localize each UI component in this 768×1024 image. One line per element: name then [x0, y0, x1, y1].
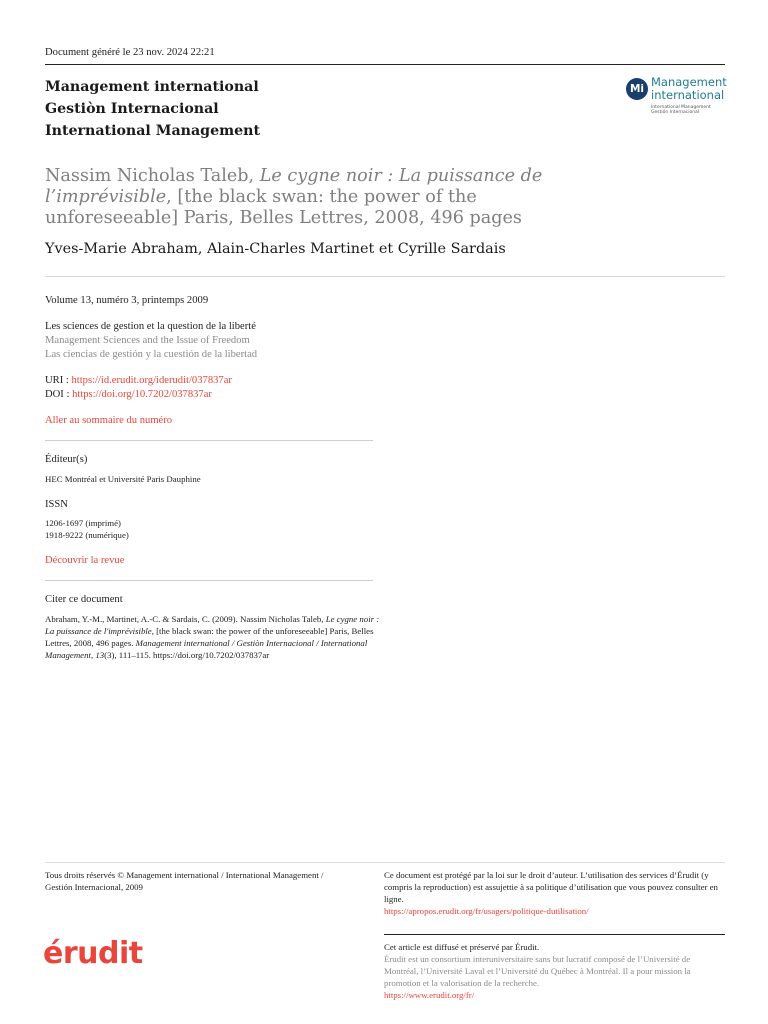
toc-link[interactable]: Aller au sommaire du numéro	[45, 415, 173, 426]
citation-part: ,	[90, 650, 96, 660]
issn-print: 1206-1697 (imprimé)	[45, 518, 121, 528]
journal-logo-mark: Mi	[626, 78, 648, 100]
doi-row	[45, 388, 232, 402]
section-divider-1	[45, 440, 373, 441]
issue-theme	[45, 320, 257, 362]
rights-notice: Tous droits réservés © Management international / International Management / Gestión Internacional, 2009	[45, 870, 324, 892]
article-title	[45, 166, 565, 229]
citation-part: , [the black swan: the power of the unforeseeable] Paris, Belles Lettres, 2008, 496 pages.	[45, 626, 374, 648]
theme-fr: Les sciences de gestion et la question de la liberté	[45, 321, 256, 332]
uri-label: URI :	[45, 375, 72, 386]
publisher-name: HEC Montréal et Université Paris Dauphine	[45, 474, 201, 484]
journal-logo-line1: Management	[651, 75, 727, 89]
top-divider	[45, 64, 725, 65]
doi-label: DOI :	[45, 389, 73, 400]
footer-divider	[45, 862, 725, 863]
policy-link[interactable]: https://apropos.erudit.org/fr/usagers/politique-dutilisation/	[384, 906, 589, 916]
journal-link[interactable]: Découvrir la revue	[45, 555, 125, 566]
citation-italic: Management international / Gestiòn Internacional / International Management	[45, 638, 368, 660]
theme-en: Management Sciences and the Issue of Freedom	[45, 335, 250, 346]
theme-es: Las ciencias de gestión y la cuestión de la libertad	[45, 349, 258, 360]
journal-logo	[624, 76, 728, 120]
doi-link[interactable]: https://doi.org/10.7202/037837ar	[72, 389, 212, 400]
diffuse-text: Cet article est diffusé et préservé par Érudit.	[384, 942, 540, 952]
title-italic-part: Le cygne noir : La puissance de l’imprévisible	[45, 166, 543, 207]
journal-name-en: International Management	[45, 123, 261, 139]
journal-name-es: Gestiòn Internacional	[45, 101, 219, 117]
erudit-info	[384, 941, 724, 1001]
issn-values	[45, 517, 129, 541]
cite-heading: Citer ce document	[45, 594, 123, 605]
issue-volume: Volume 13, numéro 3, printemps 2009	[45, 295, 209, 306]
publisher-heading: Éditeur(s)	[45, 454, 88, 465]
citation-italic: Le cygne noir : La puissance de l'imprévisible	[45, 614, 380, 636]
citation-italic: 13	[95, 650, 105, 660]
issn-heading: ISSN	[45, 499, 68, 510]
issn-digital: 1918-9222 (numérique)	[45, 530, 129, 540]
journal-logo-line2: international	[651, 88, 725, 102]
title-rest-part: , [the black swan: the power of the unforeseeable] Paris, Belles Lettres, 2008, 496 pages	[45, 187, 522, 228]
copyright-notice	[384, 869, 724, 917]
journal-logo-line4: Gestión Internacional	[651, 110, 700, 115]
citation-part: Abraham, Y.-M., Martinet, A.-C. & Sardais, C. (2009). Nassim Nicholas Taleb,	[45, 614, 326, 624]
generation-date: Document généré le 23 nov. 2024 22:21	[45, 47, 215, 58]
copyright-text: Ce document est protégé par la loi sur le droit d’auteur. L’utilisation des services d’Érudit (y compris la reproduction) est assujettie à sa politique d’utilisation que vous pouvez consulter en ligne.	[384, 870, 718, 904]
erudit-link[interactable]: https://www.erudit.org/fr/	[384, 990, 475, 1000]
journal-name-fr: Management international	[45, 79, 259, 95]
erudit-description: Érudit est un consortium interuniversitaire sans but lucratif composé de l’Université de Montréal, l’Université Laval et l’Université du Québec à Montréal. Il a pour mission la promotion et la valorisation de la recherche.	[384, 954, 691, 988]
identifiers	[45, 374, 232, 402]
section-divider-2	[45, 580, 373, 581]
uri-link[interactable]: https://id.erudit.org/iderudit/037837ar	[71, 375, 232, 386]
title-author-part: Nassim Nicholas Taleb,	[45, 166, 260, 186]
journal-names	[45, 76, 260, 142]
footer-divider-2	[384, 934, 725, 935]
header-divider	[45, 276, 725, 277]
citation-part: (3), 111–115. https://doi.org/10.7202/037837ar	[104, 650, 270, 660]
erudit-logo: érudit	[43, 936, 143, 971]
citation-text	[45, 613, 380, 661]
article-authors: Yves-Marie Abraham, Alain-Charles Martinet et Cyrille Sardais	[45, 241, 506, 257]
journal-logo-line3: International Management	[651, 105, 711, 110]
uri-row	[45, 374, 232, 388]
